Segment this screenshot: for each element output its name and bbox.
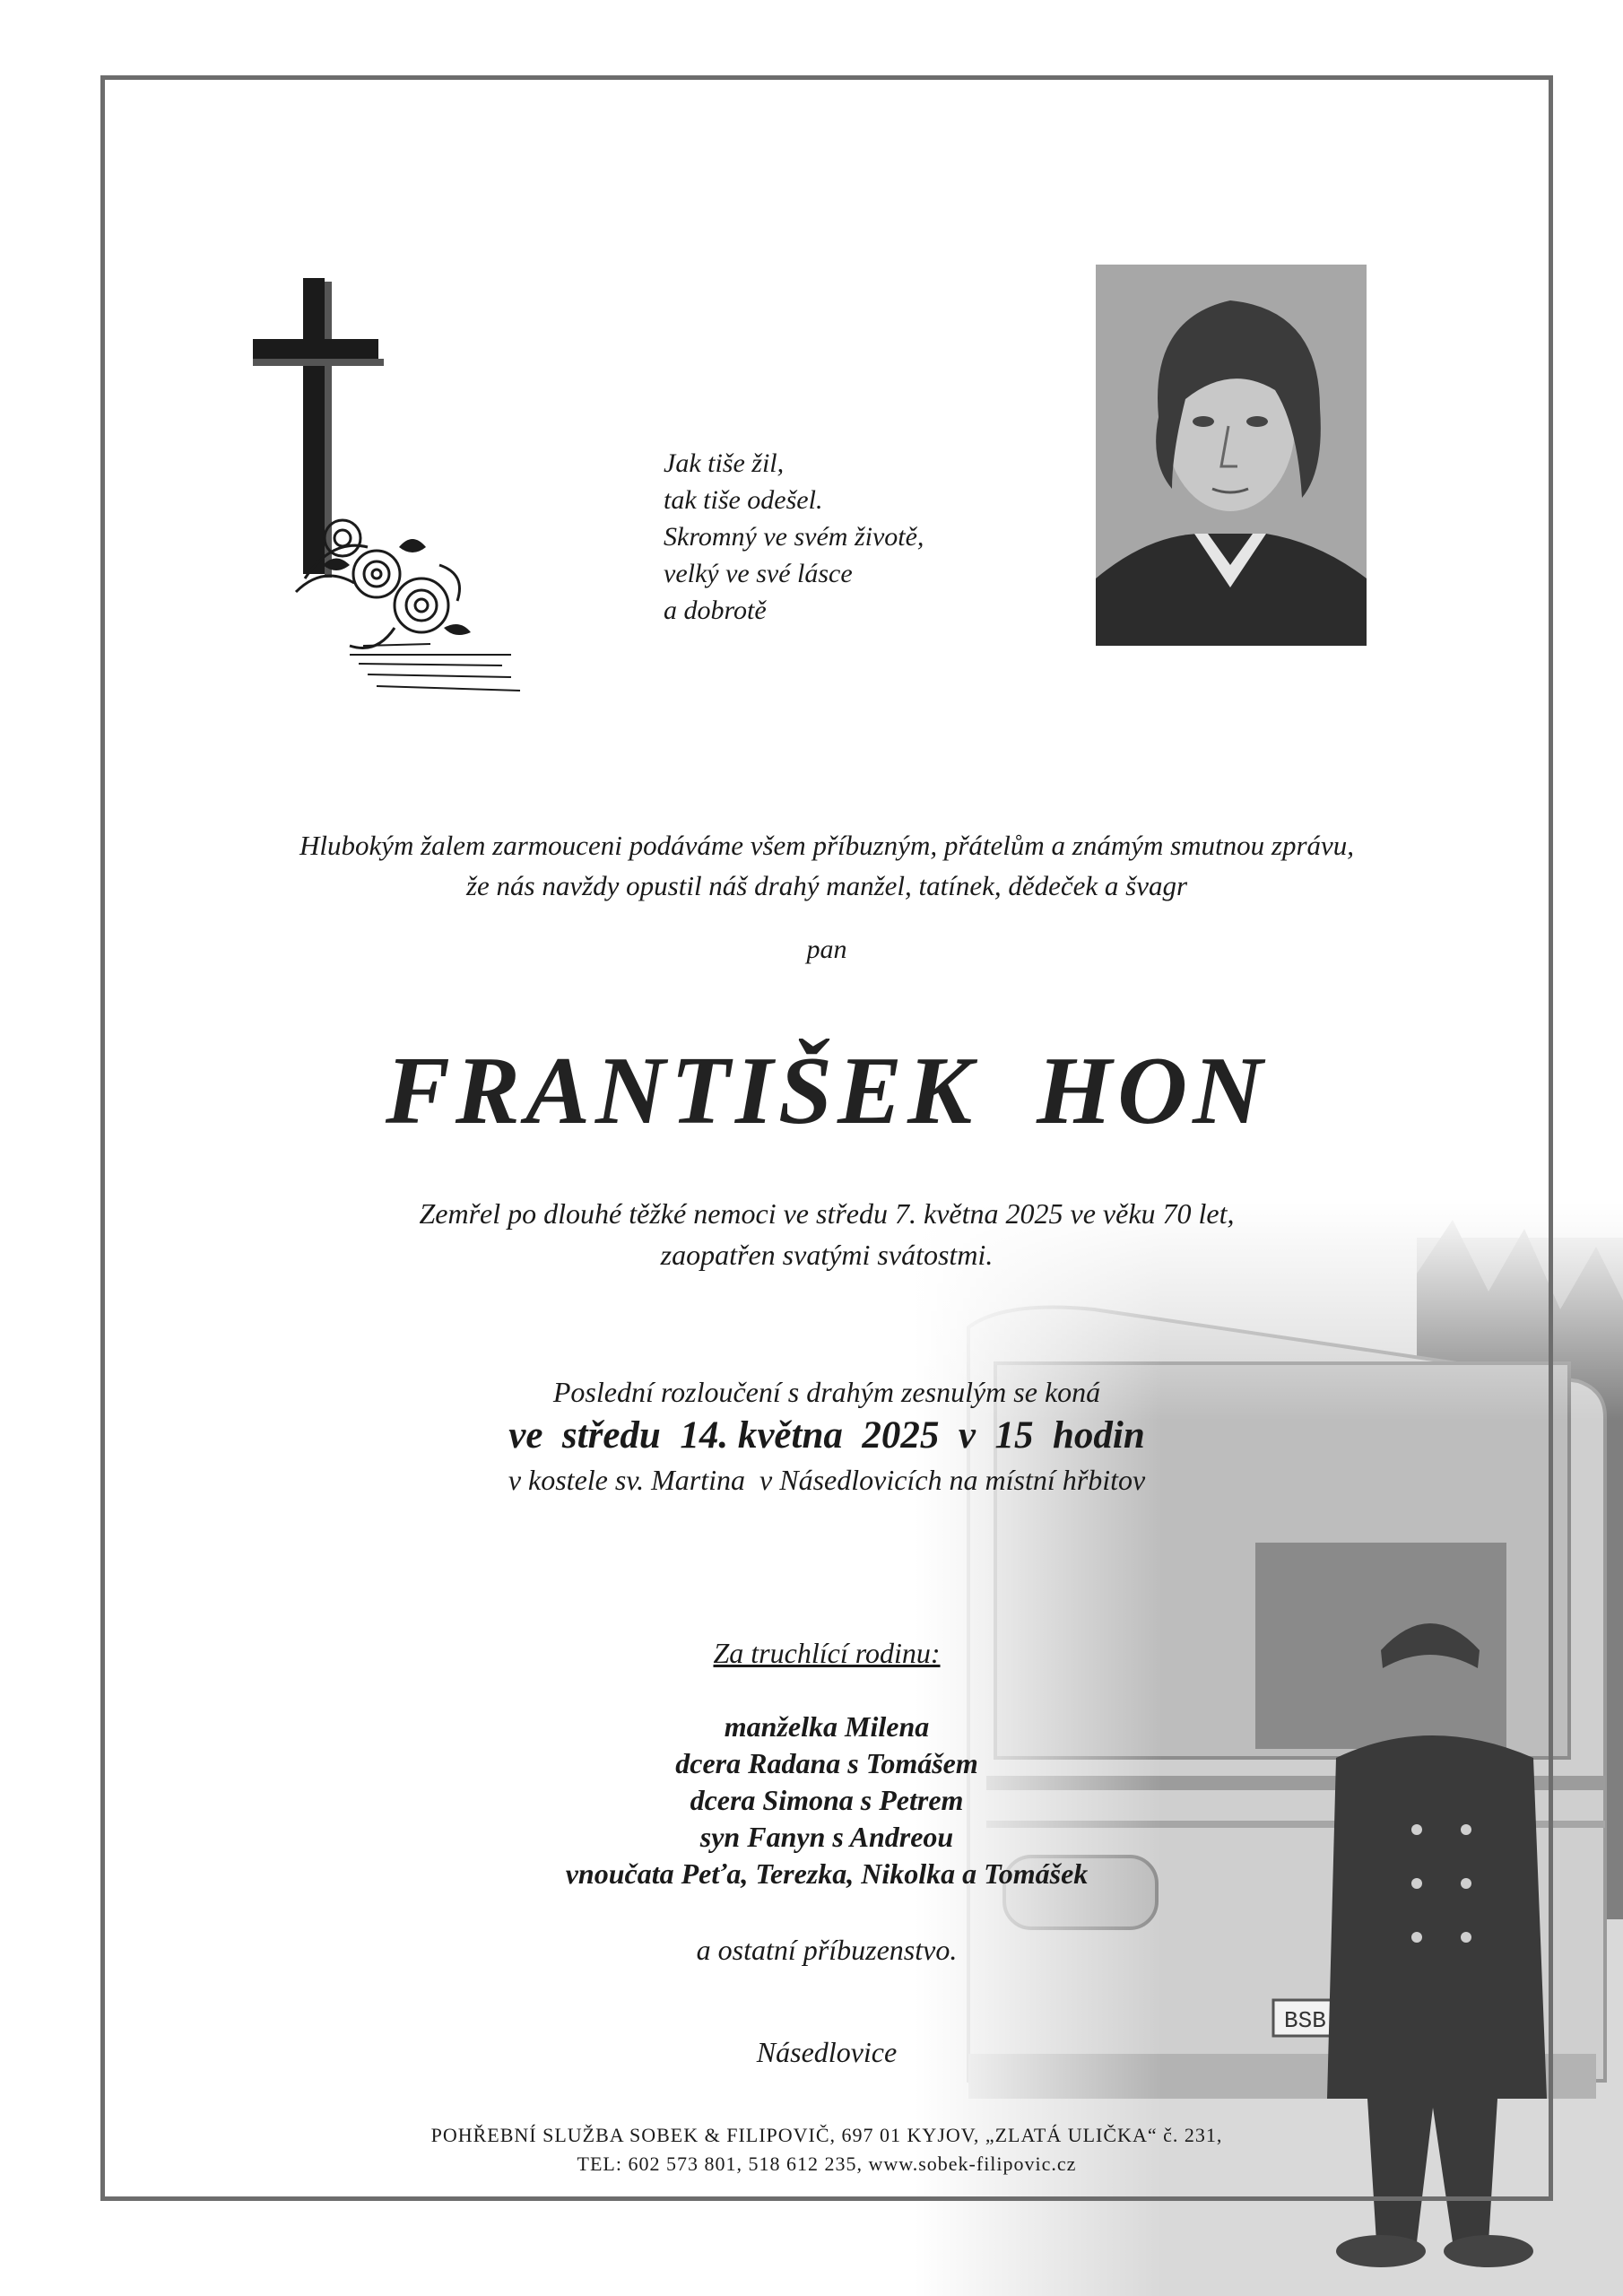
family-member: manželka Milena [724, 1710, 930, 1743]
footer-line: TEL: 602 573 801, 518 612 235, www.sobek-filipovic.cz [577, 2152, 1077, 2175]
family-member: dcera Simona s Petrem [690, 1784, 964, 1816]
poem-line: a dobrotě [664, 596, 767, 625]
poem-line: Skromný ve svém životě, [664, 522, 924, 552]
farewell-location: v kostele sv. Martina v Násedlovicích na místní hřbitov [508, 1464, 1146, 1496]
farewell-intro: Poslední rozloučení s drahým zesnulým se koná [552, 1376, 1101, 1408]
poem-line: velký ve své lásce [664, 559, 853, 588]
family-member: vnoučata Peťa, Terezka, Nikolka a Tomášek [565, 1857, 1089, 1890]
notice-text [100, 825, 1553, 906]
poem-line: Jak tiše žil, [664, 448, 785, 478]
notice-line: Hlubokým žalem zarmouceni podáváme všem příbuzným, přátelům a známým smutnou zprávu, [299, 830, 1355, 861]
farewell-info [100, 1372, 1553, 1500]
farewell-date: ve středu 14. května 2025 v 15 hodin [508, 1414, 1145, 1457]
death-info [100, 1193, 1553, 1275]
title-word: pan [806, 935, 847, 964]
poem [664, 445, 924, 629]
death-line: zaopatřen svatými svátostmi. [660, 1239, 994, 1271]
portrait-photo [1096, 265, 1367, 646]
family-member: syn Fanyn s Andreou [699, 1821, 954, 1853]
other-relatives: a ostatní příbuzenstvo. [696, 1934, 958, 1966]
deceased-name: FRANTIŠEK HON [385, 1038, 1269, 1144]
notice-line: že nás navždy opustil náš drahý manžel, tatínek, dědeček a švagr [465, 870, 1188, 901]
death-line: Zemřel po dlouhé těžké nemoci ve středu 7. května 2025 ve věku 70 let, [419, 1197, 1235, 1230]
footer-line: POHŘEBNÍ SLUŽBA SOBEK & FILIPOVIČ, 697 01 KYJOV, „ZLATÁ ULIČKA“ č. 231, [430, 2124, 1223, 2146]
footer-contact [100, 2121, 1553, 2179]
poem-line: tak tiše odešel. [664, 485, 823, 515]
family-heading: Za truchlící rodinu: [713, 1637, 941, 1669]
family-member: dcera Radana s Tomášem [675, 1747, 978, 1779]
place-name: Násedlovice [756, 2036, 898, 2068]
cross-with-roses-icon [242, 269, 529, 709]
family-list [100, 1709, 1553, 1892]
